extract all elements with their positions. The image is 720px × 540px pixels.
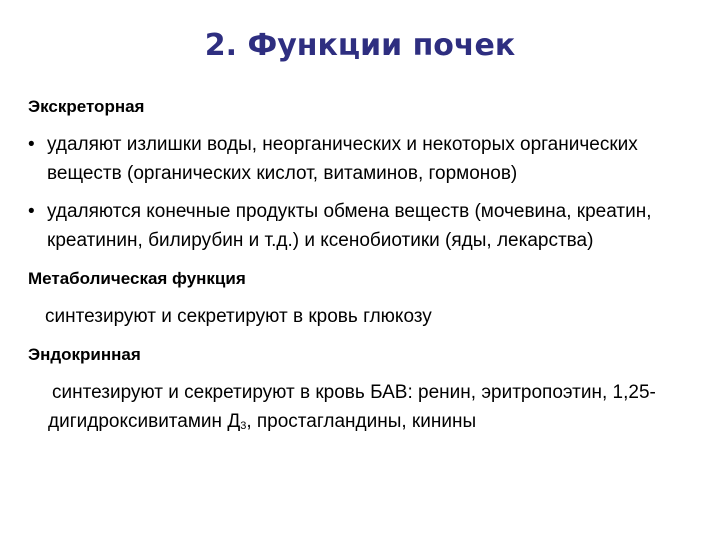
endocrine-text-part-1: синтезируют и секретируют в кровь БАВ: ренин, эритропоэтин, 1,25-дигидроксивитамин Д <box>48 382 656 432</box>
bullet-icon: • <box>28 134 35 155</box>
bullet-text: удаляются конечные продукты обмена веществ (мочевина, креатин, креатинин, билирубин и т.д.) и ксенобиотики (яды, лекарства) <box>47 201 652 251</box>
slide-content <box>28 92 708 450</box>
section-heading-endocrine: Эндокринная <box>28 345 141 364</box>
endocrine-description <box>28 378 708 441</box>
endocrine-text-part-2: , простагландины, кинины <box>246 411 477 432</box>
bullet-text: удаляют излишки воды, неорганических и некоторых органических веществ (органических кислот, витаминов, гормонов) <box>47 134 638 184</box>
section-heading-excretory: Экскреторная <box>28 97 145 116</box>
vitamin-subscript: 3 <box>240 420 247 432</box>
slide-title: 2. Функции почек <box>204 28 516 63</box>
bullet-item-water-removal <box>28 130 708 188</box>
metabolic-description: синтезируют и секретируют в кровь глюкозу <box>45 306 432 327</box>
bullet-icon: • <box>28 201 35 222</box>
bullet-item-end-products <box>28 197 708 255</box>
section-heading-metabolic: Метаболическая функция <box>28 269 246 288</box>
